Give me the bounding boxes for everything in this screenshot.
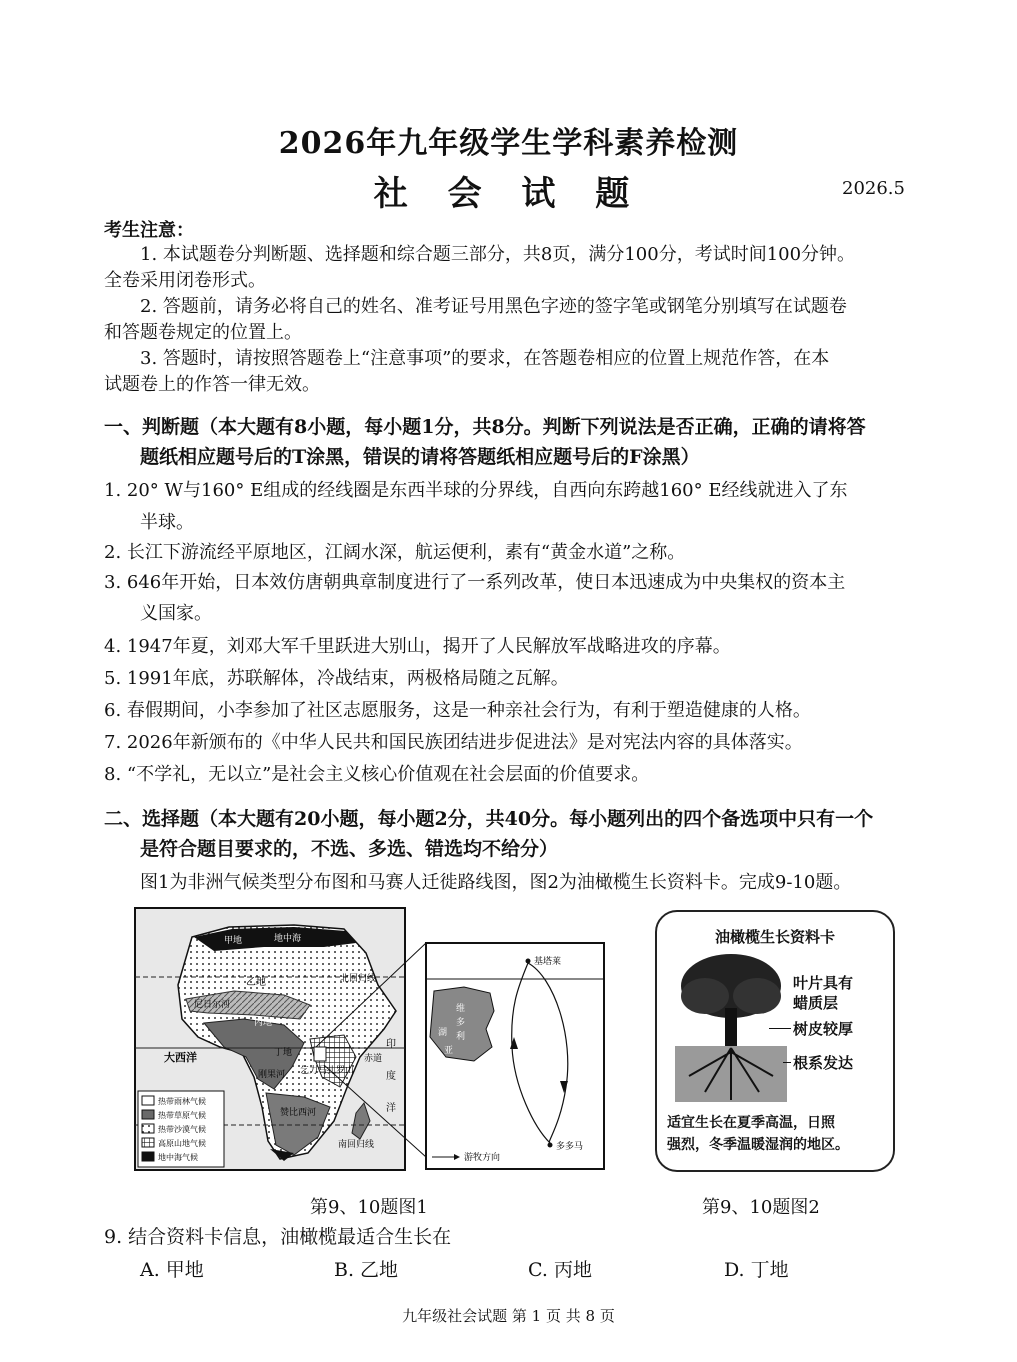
notice-line: 1. 本试题卷分判断题、选择题和综合题三部分，共8页，满分100分，考试时间100分钟。 — [140, 244, 856, 265]
olive-info-card — [655, 910, 895, 1172]
tf-question-4: 4. 1947年夏，刘邓大军千里跃进大别山，揭开了人民解放军战略进攻的序幕。 — [104, 636, 731, 657]
root-label: 根系发达 — [793, 1054, 854, 1072]
tf-question-3: 3. 646年开始，日本效仿唐朝典章制度进行了一系列改革，使日本迅速成为中央集权的资本主 — [104, 572, 846, 593]
figure2-caption: 第9、10题图2 — [702, 1197, 820, 1218]
label-indian-2: 度 — [386, 1071, 396, 1082]
option-c: C. 丙地 — [528, 1259, 592, 1281]
label-jia: 甲地 — [224, 936, 243, 946]
leaf-label-1: 叶片具有 — [793, 974, 854, 992]
lake-char-5: 湖 — [438, 1028, 448, 1038]
tf-question-5: 5. 1991年底，苏联解体，冷战结束，两极格局随之瓦解。 — [104, 668, 569, 689]
tf-question-1: 1. 20° W与160° E组成的经线圈是东西半球的分界线，自西向东跨越160° E经线就进入了东 — [104, 480, 848, 501]
tf-question-1-cont: 半球。 — [140, 512, 194, 533]
legend-highland: 高原山地气候 — [158, 1139, 206, 1148]
notice-line: 和答题卷规定的位置上。 — [104, 322, 302, 343]
option-d: D. 丁地 — [724, 1259, 789, 1281]
olive-tree-icon — [675, 952, 787, 1102]
notice-line: 试题卷上的作答一律无效。 — [104, 374, 320, 395]
card-title: 油橄榄生长资料卡 — [714, 928, 835, 946]
question-9-stem: 9. 结合资料卡信息，油橄榄最适合生长在 — [104, 1226, 452, 1248]
label-yi: 乙地 — [246, 977, 266, 988]
label-mediterranean: 地中海 — [274, 934, 302, 944]
label-indian-3: 洋 — [386, 1103, 396, 1114]
inset-legend: 游牧方向 — [464, 1153, 501, 1163]
page-footer: 九年级社会试题 第 1 页 共 8 页 — [402, 1307, 615, 1325]
label-bing: 丙地 — [254, 1018, 273, 1028]
card-desc-1: 适宜生长在夏季高温，日照 — [667, 1115, 835, 1131]
notice-heading: 考生注意： — [104, 220, 194, 241]
label-kilimanjaro: 乞力马扎罗山 — [300, 1066, 355, 1076]
figure-intro: 图1为非洲气候类型分布图和马赛人迁徙路线图，图2为油橄榄生长资料卡。完成9-10题。 — [140, 872, 852, 893]
leaf-label-2: 蜡质层 — [793, 994, 839, 1012]
tf-question-8: 8. “不学礼，无以立”是社会主义核心价值观在社会层面的价值要求。 — [104, 764, 650, 785]
page-title: 2026年九年级学生学科素养检测 — [278, 126, 739, 161]
exam-date: 2026.5 — [842, 178, 905, 199]
legend-savanna: 热带草原气候 — [158, 1111, 206, 1120]
label-tropic-north: 北回归线 — [340, 974, 377, 984]
lake-char-1: 维 — [456, 1004, 466, 1014]
option-b: B. 乙地 — [334, 1259, 399, 1281]
section2-heading-cont: 是符合题目要求的，不选、多选、错选均不给分） — [140, 838, 559, 860]
subject-title: 社 会 试 题 — [373, 174, 644, 214]
legend-desert: 热带沙漠气候 — [158, 1125, 206, 1134]
africa-climate-map — [134, 907, 606, 1171]
bark-label: 树皮较厚 — [793, 1020, 854, 1038]
label-atlantic: 大西洋 — [164, 1051, 197, 1064]
label-equator: 赤道 — [364, 1054, 383, 1064]
label-niger: 尼日尔河 — [194, 1000, 231, 1010]
lake-char-2: 多 — [456, 1018, 466, 1028]
tf-question-7: 7. 2026年新颁布的《中华人民共和国民族团结进步促进法》是对宪法内容的具体落实。 — [104, 732, 803, 753]
figure1-caption: 第9、10题图1 — [310, 1197, 428, 1218]
option-a: A. 甲地 — [140, 1259, 204, 1281]
section1-heading-cont: 题纸相应题号后的T涂黑，错误的请将答题纸相应题号后的F涂黑） — [140, 446, 700, 468]
tf-question-2: 2. 长江下游流经平原地区，江阔水深，航运便利，素有“黄金水道”之称。 — [104, 542, 686, 563]
section1-heading: 一、判断题（本大题有8小题，每小题1分，共8分。判断下列说法是否正确，正确的请将答 — [104, 416, 866, 438]
tf-question-6: 6. 春假期间，小李参加了社区志愿服务，这是一种亲社会行为，有利于塑造健康的人格。 — [104, 700, 811, 721]
label-indian-1: 印 — [386, 1039, 396, 1050]
label-congo: 刚果河 — [258, 1070, 286, 1080]
label-tropic-south: 南回归线 — [338, 1140, 375, 1150]
label-zambezi: 赞比西河 — [280, 1108, 317, 1118]
label-ding: 丁地 — [274, 1048, 293, 1058]
section2-heading: 二、选择题（本大题有20小题，每小题2分，共40分。每小题列出的四个备选项中只有一个 — [104, 808, 874, 830]
notice-line: 2. 答题前，请务必将自己的姓名、准考证号用黑色字迹的签字笔或钢笔分别填写在试题卷 — [140, 296, 847, 317]
legend-mediterranean: 地中海气候 — [158, 1153, 198, 1162]
lake-char-3: 利 — [456, 1032, 466, 1042]
city-dodoma: 多多马 — [556, 1142, 584, 1152]
notice-line: 3. 答题时，请按照答题卷上“注意事项”的要求，在答题卷相应的位置上规范作答，在本 — [140, 348, 830, 369]
legend-rainforest: 热带雨林气候 — [158, 1097, 206, 1106]
card-desc-2: 强烈，冬季温暖湿润的地区。 — [667, 1137, 849, 1153]
city-kitale: 基塔莱 — [534, 957, 562, 967]
notice-line: 全卷采用闭卷形式。 — [104, 270, 266, 291]
tf-question-3-cont: 义国家。 — [140, 603, 212, 624]
lake-char-4: 亚 — [444, 1046, 454, 1056]
